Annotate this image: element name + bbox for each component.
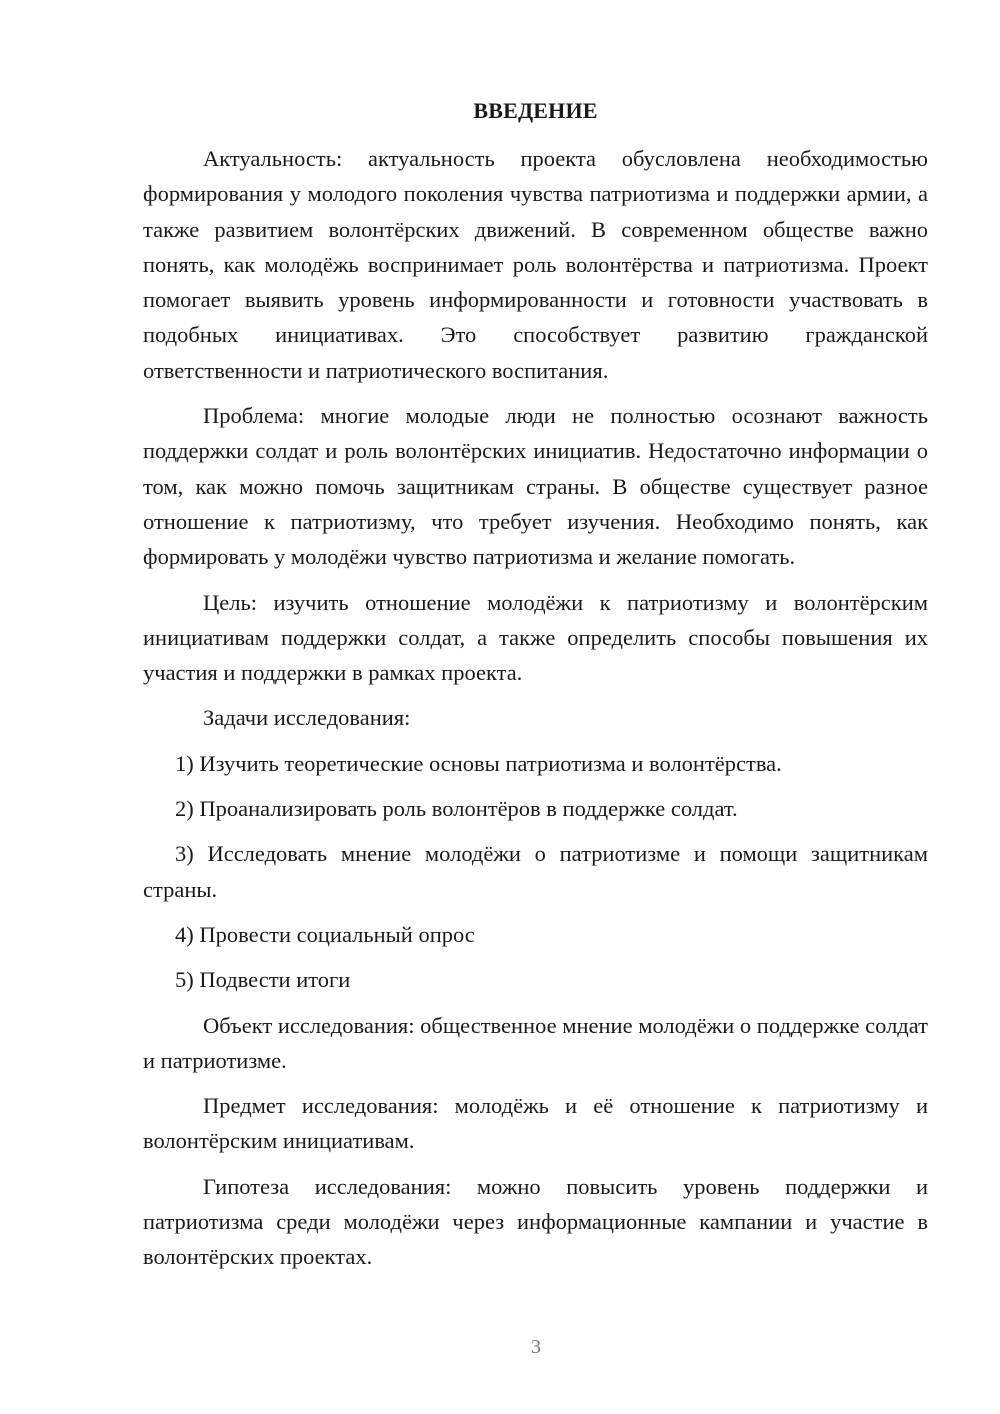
task-item-5: 5) Подвести итоги xyxy=(175,967,351,993)
object-paragraph: Объект исследования: общественное мнение молодёжи о поддержке солдат и патриотизме. xyxy=(143,1012,928,1073)
task-item-4: 4) Провести социальный опрос xyxy=(175,921,475,947)
tasks-heading: Задачи исследования: xyxy=(203,705,411,731)
page-title: ВВЕДЕНИЕ xyxy=(473,98,598,123)
task-item-2: 2) Проанализировать роль волонтёров в поддержке солдат. xyxy=(175,796,738,822)
task-item-3: 3) Исследовать мнение молодёжи о патриотизме и помощи защитникам страны. xyxy=(143,841,928,902)
relevance-paragraph: Актуальность: актуальность проекта обусловлена необходимостью формирования у молодого поколения чувства патриотизма и поддержки армии, а также развитием волонтёрских движений. В современном обществе важно понять, как молодёжь воспринимает роль волонтёрства и патриотизма. Проект помогает выявить уровень информированности и готовности участвовать в подобных инициативах. Это способствует развитию гражданской ответственности и патриотического воспитания. xyxy=(143,146,928,383)
page-number: 3 xyxy=(531,1336,541,1358)
task-item-1: 1) Изучить теоретические основы патриотизма и волонтёрства. xyxy=(175,750,782,776)
subject-paragraph: Предмет исследования: молодёжь и её отношение к патриотизму и волонтёрским инициативам. xyxy=(143,1093,928,1154)
problem-paragraph: Проблема: многие молодые люди не полностью осознают важность поддержки солдат и роль волонтёрских инициатив. Недостаточно информации о том, как можно помочь защитникам страны. В обществе существует разное отношение к патриотизму, что требует изучения. Необходимо понять, как формировать у молодёжи чувство патриотизма и желание помогать. xyxy=(143,403,928,570)
goal-paragraph: Цель: изучить отношение молодёжи к патриотизму и волонтёрским инициативам поддержки солдат, а также определить способы повышения их участия и поддержки в рамках проекта. xyxy=(143,589,928,686)
hypothesis-paragraph: Гипотеза исследования: можно повысить уровень поддержки и патриотизма среди молодёжи через информационные кампании и участие в волонтёрских проектах. xyxy=(143,1173,928,1270)
document-body xyxy=(143,141,928,1285)
